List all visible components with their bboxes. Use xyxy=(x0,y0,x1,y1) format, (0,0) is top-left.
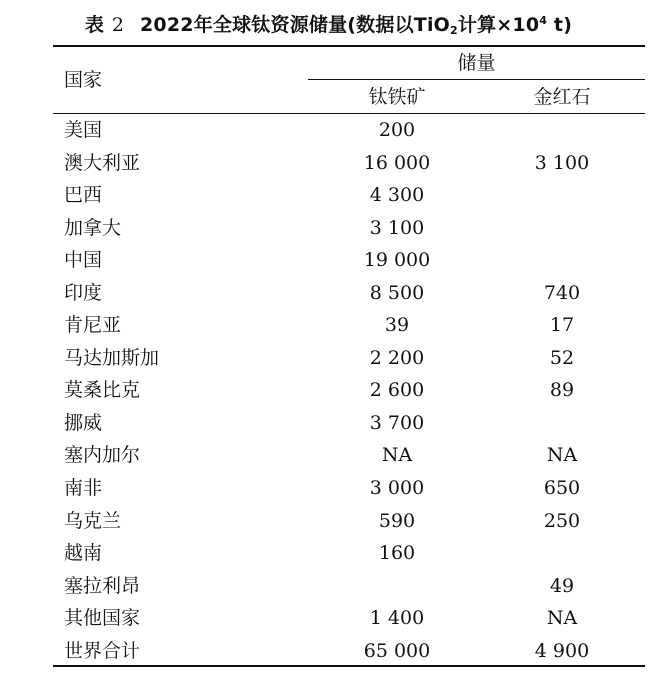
ilmenite-cell: 200 xyxy=(378,119,416,141)
caption-number: 2 xyxy=(111,14,125,36)
country-cell: 乌克兰 xyxy=(64,509,122,532)
rutile-cell: 89 xyxy=(549,379,575,402)
header-rutile: 金红石 xyxy=(533,86,591,108)
header-reserves: 储量 xyxy=(457,52,496,74)
ilmenite-cell: 2 600 xyxy=(369,379,425,402)
country-cell: 塞拉利昂 xyxy=(64,574,141,597)
table-row xyxy=(0,147,657,180)
ilmenite-cell: 3 700 xyxy=(369,411,425,434)
country-cell: 马达加斯加 xyxy=(64,346,160,369)
ilmenite-cell: 3 000 xyxy=(369,477,425,500)
ilmenite-cell: 65 000 xyxy=(363,639,431,662)
ilmenite-cell: 4 300 xyxy=(369,184,425,207)
table-row xyxy=(0,277,657,310)
ilmenite-cell: 39 xyxy=(384,314,410,337)
table-row xyxy=(0,342,657,375)
country-cell: 澳大利亚 xyxy=(64,151,141,174)
rutile-cell: 650 xyxy=(543,477,581,500)
table-row-total xyxy=(0,635,657,668)
country-cell: 巴西 xyxy=(64,184,103,207)
top-rule xyxy=(53,45,645,47)
ilmenite-cell: 1 400 xyxy=(369,607,425,630)
table-row xyxy=(0,114,657,147)
ilmenite-cell: NA xyxy=(381,444,413,467)
table-row xyxy=(0,472,657,505)
ilmenite-cell: 590 xyxy=(378,509,416,532)
table-row xyxy=(0,570,657,603)
country-cell: 加拿大 xyxy=(64,216,122,239)
ilmenite-cell: 16 000 xyxy=(363,151,431,174)
table-row xyxy=(0,407,657,440)
rutile-cell: 740 xyxy=(543,281,581,304)
reserves-span-rule xyxy=(308,79,645,80)
caption-superscript: 4 xyxy=(539,14,548,27)
ilmenite-cell: 19 000 xyxy=(363,249,431,272)
country-cell: 塞内加尔 xyxy=(64,444,141,467)
rutile-cell: 3 100 xyxy=(534,151,590,174)
country-cell: 南非 xyxy=(64,477,103,500)
table-row xyxy=(0,602,657,635)
ilmenite-cell: 8 500 xyxy=(369,281,425,304)
table-body xyxy=(0,114,657,667)
table-row xyxy=(0,309,657,342)
table-row xyxy=(0,212,657,245)
table-row xyxy=(0,244,657,277)
country-cell: 莫桑比克 xyxy=(64,379,141,402)
rutile-cell: 52 xyxy=(549,346,575,369)
caption-label: 表 xyxy=(84,14,104,36)
country-cell: 越南 xyxy=(64,542,103,565)
table-row xyxy=(0,439,657,472)
table-row xyxy=(0,537,657,570)
ilmenite-cell: 3 100 xyxy=(369,216,425,239)
caption-title-part-2: 计算×10 xyxy=(457,14,540,36)
table-row xyxy=(0,374,657,407)
country-cell: 挪威 xyxy=(64,411,103,434)
rutile-cell: 250 xyxy=(543,509,581,532)
ilmenite-cell: 2 200 xyxy=(369,346,425,369)
caption-title-part-1: 2022年全球钛资源储量(数据以TiO xyxy=(140,14,451,36)
table-caption xyxy=(0,6,657,46)
table-row xyxy=(0,179,657,212)
country-cell: 肯尼亚 xyxy=(64,314,122,337)
country-cell: 其他国家 xyxy=(64,607,141,630)
caption-title-part-3: t) xyxy=(547,14,573,36)
rutile-cell: 17 xyxy=(549,314,575,337)
rutile-cell: NA xyxy=(546,444,578,467)
header-ilmenite: 钛铁矿 xyxy=(368,86,426,108)
rutile-cell: NA xyxy=(546,607,578,630)
country-cell: 中国 xyxy=(64,249,103,272)
country-cell: 美国 xyxy=(64,119,103,141)
country-cell: 印度 xyxy=(64,281,103,304)
caption-title xyxy=(140,14,572,36)
rutile-cell: 49 xyxy=(549,574,575,597)
country-cell: 世界合计 xyxy=(64,639,141,662)
rutile-cell: 4 900 xyxy=(534,639,590,662)
caption-subscript: 2 xyxy=(450,24,458,37)
table-row xyxy=(0,505,657,538)
ilmenite-cell: 160 xyxy=(378,542,416,565)
header-country: 国家 xyxy=(64,69,103,91)
